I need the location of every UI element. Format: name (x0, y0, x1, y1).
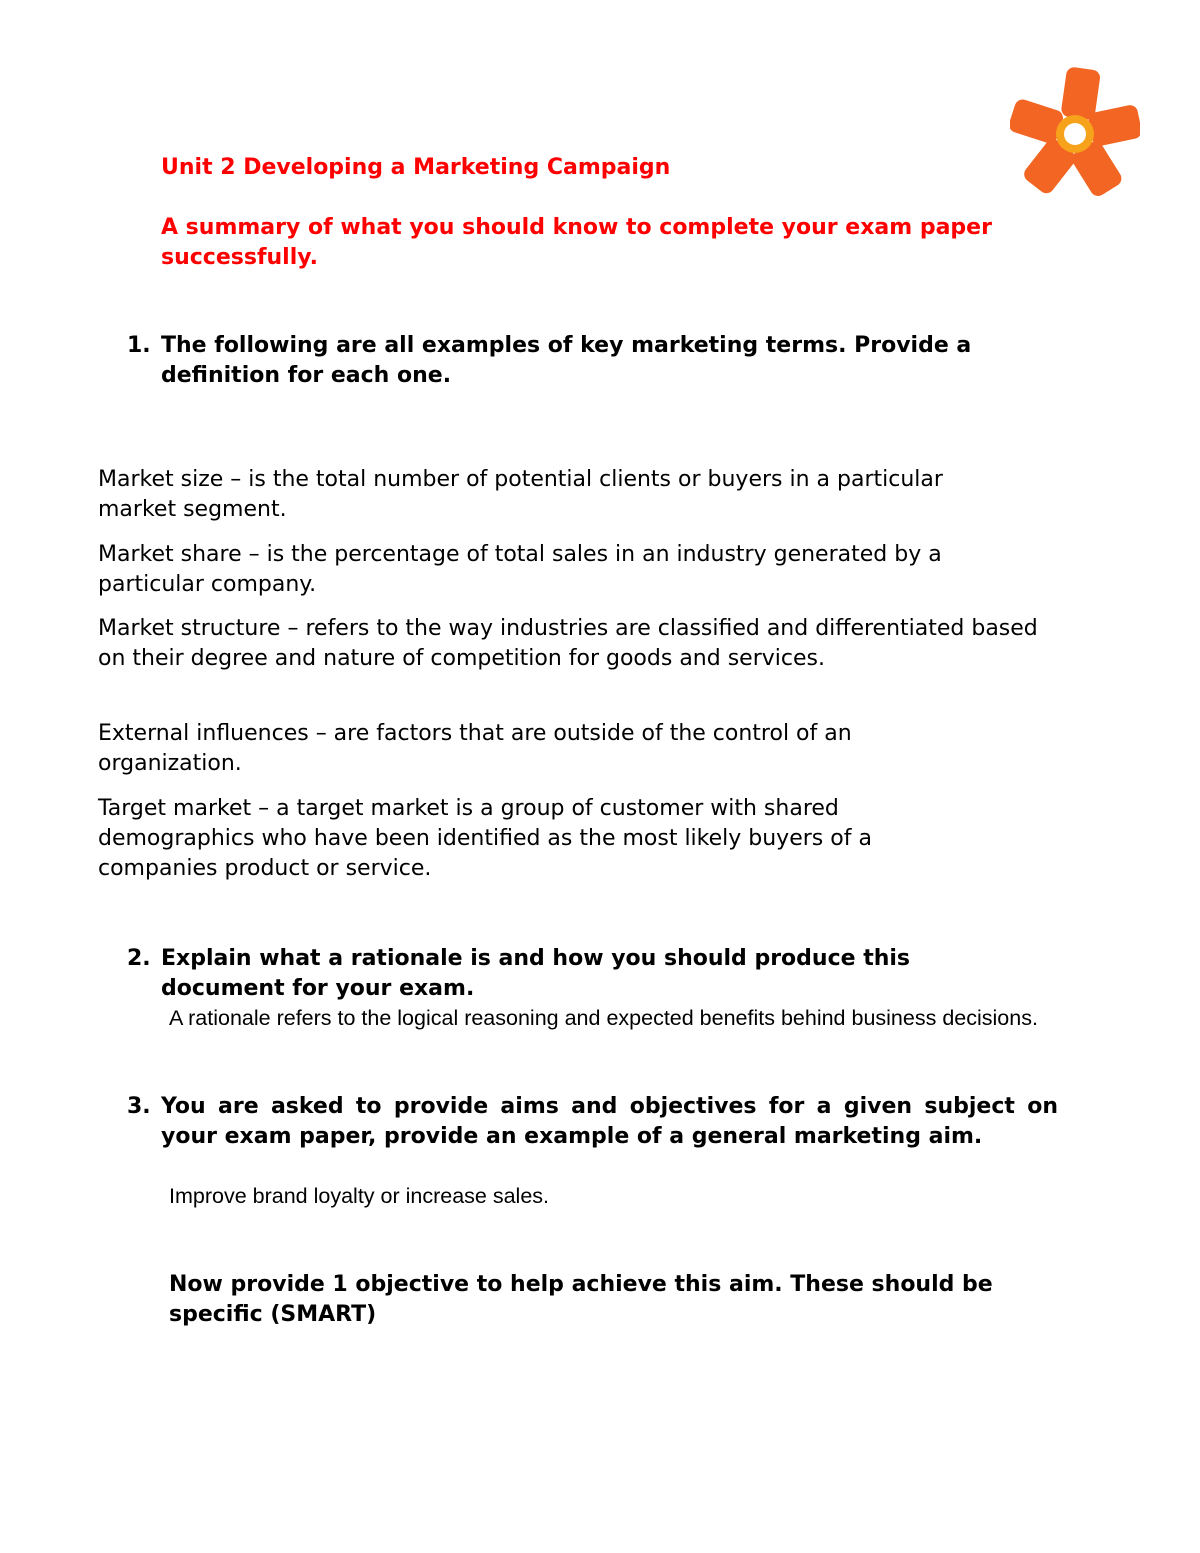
question-2-number: 2. (127, 946, 151, 971)
definition-market-share: Market share – is the percentage of total sales in an industry generated by a particular company. (98, 542, 942, 597)
definition-target-market: Target market – a target market is a group of customer with shared demographics who have been identified as the most likely buyers of a companies product or service. (98, 796, 872, 881)
definition-market-structure: Market structure – refers to the way industries are classified and differentiated based on their degree and nature of competition for goods and services. (98, 616, 1038, 671)
question-3-answer: Improve brand loyalty or increase sales. (169, 1184, 550, 1208)
definition-market-size: Market size – is the total number of potential clients or buyers in a particular market segment. (98, 467, 943, 522)
definition-external-influences: External influences – are factors that are outside of the control of an organization. (98, 721, 852, 776)
question-1-text: The following are all examples of key marketing terms. Provide a definition for each one. (161, 333, 972, 388)
question-2-answer: A rationale refers to the logical reasoning and expected benefits behind business decisions. (169, 1006, 1038, 1030)
question-3-text: You are asked to provide aims and objectives for a given subject on your exam paper, provide an example of a general marketing aim. (161, 1094, 1058, 1149)
question-3-number: 3. (127, 1094, 151, 1119)
question-1-number: 1. (127, 333, 151, 358)
page-title: Unit 2 Developing a Marketing Campaign (161, 155, 671, 180)
question-3-followup: Now provide 1 objective to help achieve this aim. These should be specific (SMART) (169, 1272, 993, 1327)
question-2-text: Explain what a rationale is and how you should produce this document for your exam. (161, 946, 911, 1001)
page-subtitle: A summary of what you should know to complete your exam paper successfully. (161, 215, 992, 270)
